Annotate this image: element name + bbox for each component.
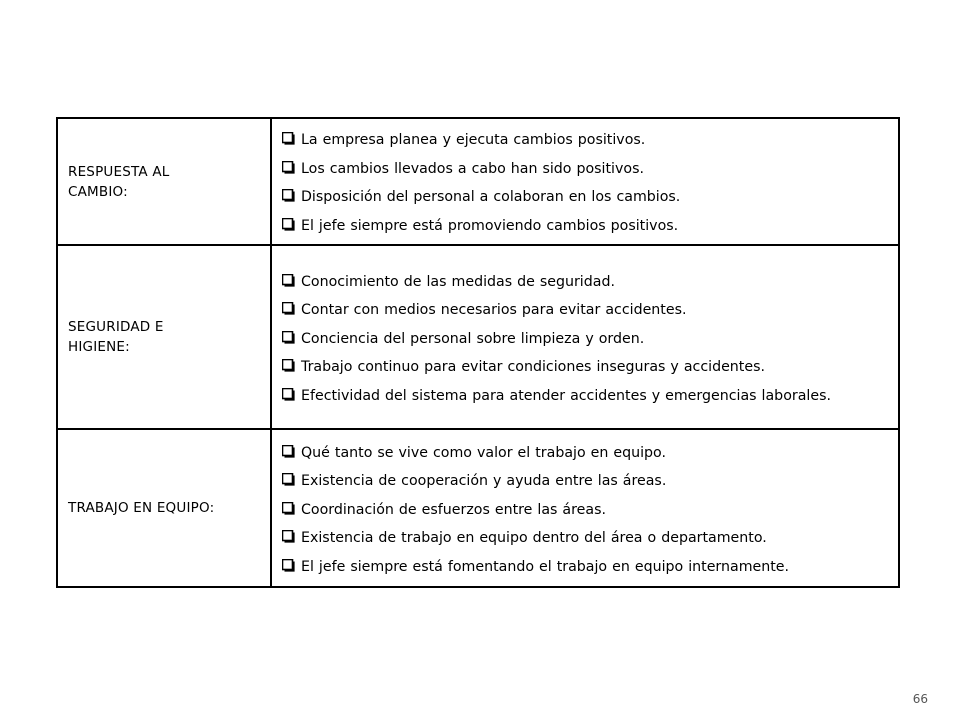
list-item [282,187,886,207]
list-item [282,386,886,406]
table-row [57,118,899,245]
table-row [57,429,899,587]
checkbox-square-icon [282,331,295,344]
table-row [57,245,899,429]
list-item-text: Conocimiento de las medidas de seguridad. [301,273,615,290]
factor-label: SEGURIDAD E HIGIENE: [68,319,164,355]
list-item [282,130,886,150]
list-item-text: Qué tanto se vive como valor el trabajo en equipo. [301,444,666,461]
checkbox-square-icon [282,502,295,515]
list-item-text: Efectividad del sistema para atender accidentes y emergencias laborales. [301,387,831,404]
list-item [282,528,886,548]
list-item [282,443,886,463]
list-item [282,300,886,320]
factor-label-cell [57,118,271,245]
list-item [282,272,886,292]
list-item [282,329,886,349]
checkbox-square-icon [282,388,295,401]
list-item-text: Trabajo continuo para evitar condiciones inseguras y accidentes. [301,359,765,375]
factor-items-cell [271,118,899,245]
checkbox-square-icon [282,132,295,145]
factor-label: RESPUESTA AL CAMBIO: [68,163,170,200]
checkbox-square-icon [282,302,295,315]
indicator-list [282,130,886,236]
list-item-text: La empresa planea y ejecuta cambios positivos. [301,132,646,149]
checkbox-square-icon [282,473,295,486]
list-item-text: Disposición del personal a colaboran en los cambios. [301,189,681,206]
factor-items-cell [271,429,899,587]
checkbox-square-icon [282,359,295,372]
factor-label-cell [57,429,271,587]
list-item [282,557,886,577]
indicator-list [282,272,886,406]
checkbox-square-icon [282,530,295,543]
list-item [282,471,886,491]
indicator-list [282,443,886,577]
list-item [282,357,886,377]
list-item-text: Contar con medios necesarios para evitar accidentes. [301,302,687,318]
list-item-text: Coordinación de esfuerzos entre las áreas. [301,501,606,518]
list-item-text: Los cambios llevados a cabo han sido positivos. [301,160,644,177]
list-item [282,500,886,520]
list-item-text: Existencia de trabajo en equipo dentro del área o departamento. [301,530,767,546]
list-item-text: Conciencia del personal sobre limpieza y orden. [301,330,645,347]
page-number: 66 [912,692,928,706]
factor-label: TRABAJO EN EQUIPO: [68,500,215,516]
checkbox-square-icon [282,218,295,231]
list-item-text: Existencia de cooperación y ayuda entre las áreas. [301,473,667,489]
list-item [282,159,886,179]
factor-label-cell [57,245,271,429]
list-item-text: El jefe siempre está promoviendo cambios positivos. [301,217,679,234]
list-item-text: El jefe siempre está fomentando el trabajo en equipo internamente. [301,558,790,575]
factor-items-cell [271,245,899,429]
list-item [282,216,886,236]
checkbox-square-icon [282,559,295,572]
checkbox-square-icon [282,189,295,202]
checkbox-square-icon [282,161,295,174]
climate-factors-table [56,117,900,588]
checkbox-square-icon [282,445,295,458]
checkbox-square-icon [282,274,295,287]
